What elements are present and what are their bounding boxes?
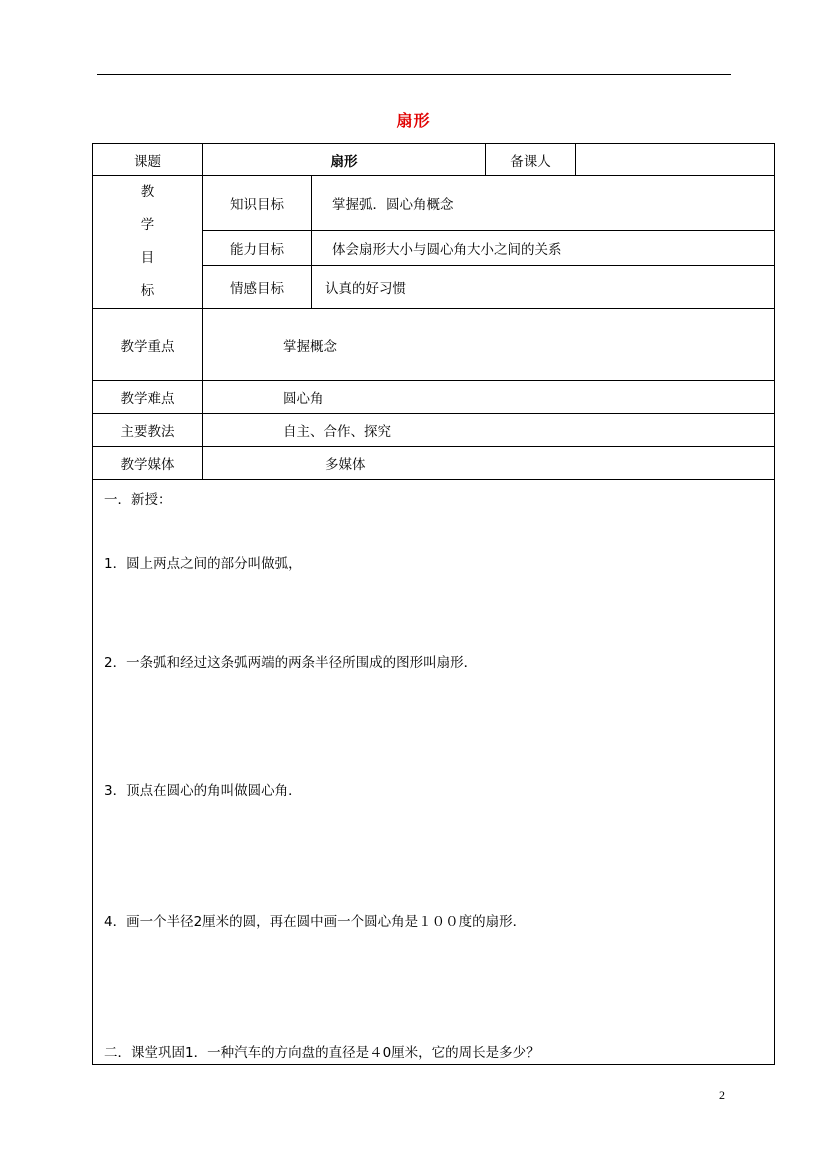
section-heading: 二．课堂巩固1．一种汽车的方向盘的直径是４0厘米，它的周长是多少？ — [104, 1045, 540, 1061]
objective-label: 能力目标 — [203, 231, 312, 266]
objective-value: 体会扇形大小与圆心角大小之间的关系 — [312, 231, 775, 266]
preparer-label: 备课人 — [486, 144, 576, 176]
objective-value: 掌握弧．圆心角概念 — [312, 176, 775, 231]
objectives-label-char: 标 — [140, 283, 155, 299]
method-label: 主要教法 — [93, 414, 203, 447]
objective-label: 知识目标 — [203, 176, 312, 231]
objective-value: 认真的好习惯 — [312, 266, 775, 309]
media-value: 多媒体 — [203, 447, 775, 480]
difficulty-value: 圆心角 — [203, 381, 775, 414]
method-value: 自主、合作、探究 — [203, 414, 775, 447]
objectives-label-char: 目 — [140, 250, 155, 266]
lesson-plan-table — [92, 143, 775, 1065]
difficulty-row — [93, 381, 775, 414]
objectives-label-char: 学 — [140, 217, 155, 233]
objectives-label — [93, 176, 203, 309]
key-point-value: 掌握概念 — [203, 309, 775, 381]
lesson-content-row — [93, 480, 775, 1065]
content-item: 1．圆上两点之间的部分叫做弧， — [104, 556, 302, 572]
key-point-label: 教学重点 — [93, 309, 203, 381]
difficulty-label: 教学难点 — [93, 381, 203, 414]
objective-row-knowledge — [93, 176, 775, 231]
content-item: 4．画一个半径2厘米的圆，再在圆中画一个圆心角是１００度的扇形． — [104, 914, 527, 930]
page-title: 扇形 — [396, 111, 431, 130]
objectives-label-char: 教 — [140, 184, 155, 200]
topic-row — [93, 144, 775, 176]
method-row — [93, 414, 775, 447]
media-label: 教学媒体 — [93, 447, 203, 480]
header-rule — [97, 74, 731, 75]
key-point-row — [93, 309, 775, 381]
topic-value: 扇形 — [203, 144, 486, 176]
content-item: 2．一条弧和经过这条弧两端的两条半径所围成的图形叫扇形． — [104, 655, 478, 671]
topic-label: 课题 — [93, 144, 203, 176]
objective-label: 情感目标 — [203, 266, 312, 309]
media-row — [93, 447, 775, 480]
page-number: 2 — [719, 1088, 725, 1102]
section-heading: 一．新授： — [104, 492, 172, 508]
preparer-value — [576, 144, 775, 176]
lesson-content — [93, 480, 775, 1065]
content-item: 3．顶点在圆心的角叫做圆心角． — [104, 783, 302, 799]
